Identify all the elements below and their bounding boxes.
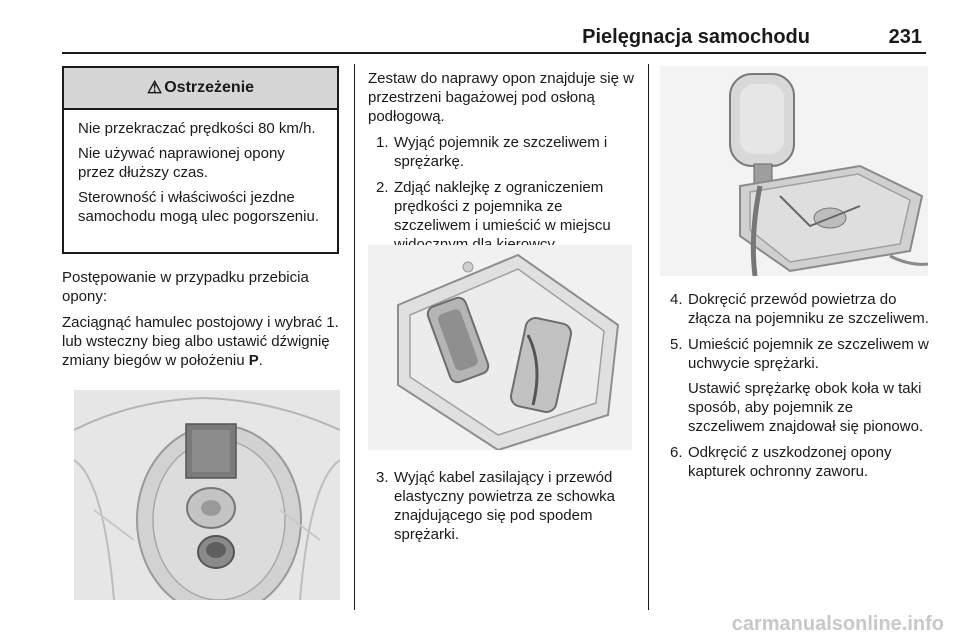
left-column-text [62,268,344,377]
step-5-note: Ustawić sprężarkę obok koła w taki sposób, aby pojemnik ze szczeliwem znajdował się pionowo. [688,380,924,435]
list-item: 3. Wyjąć kabel zasilający i przewód elastyczny powietrza ze schowka znajdującego się pod spodem sprężarki. [376,469,615,543]
list-item: 5. Umieścić pojemnik ze szczeliwem w uchwycie sprężarki. Ustawić sprężarkę obok koła w taki sposób, aby pojemnik ze szczeliwem znajdował się pionowo. [670,336,929,435]
warning-body [64,110,337,226]
steps-list-4-6 [662,290,930,481]
warning-paragraph: Nie używać naprawionej opony przez dłuższy czas. [78,145,285,181]
sealant-drawing [660,66,928,276]
column-divider [648,64,649,610]
middle-column-text-lower [368,468,636,551]
middle-column-text [368,69,636,261]
steps-list-3 [368,468,636,544]
compressor-underside-illustration [368,245,632,450]
parking-brake-instruction: Zaciągnąć hamulec postojowy i wybrać 1. lub wsteczny bieg albo ustawić dźwignię zmiany biegów w położeniu P. [62,314,339,369]
warning-header [64,68,337,110]
sealant-compressor-illustration [660,66,928,276]
list-item: 6. Odkręcić z uszkodzonej opony kapturek ochronny zaworu. [670,444,892,480]
trunk-floor-drawing [74,390,340,600]
page-number: 231 [888,26,922,48]
flat-tire-intro: Postępowanie w przypadku przebicia opony: [62,269,309,305]
gear-position-p: P [248,352,259,369]
warning-paragraph: Sterowność i właściwości jezdne samochodu mogą ulec pogorszeniu. [78,189,319,225]
page-header-title: Pielęgnacja samochodu [582,26,810,48]
column-divider [354,64,355,610]
warning-paragraph: Nie przekraczać prędkości 80 km/h. [78,120,316,137]
kit-location-intro: Zestaw do naprawy opon znajduje się w przestrzeni bagażowej pod osłoną podłogową. [368,70,634,125]
warning-icon: ⚠ [146,78,163,97]
header-rule [62,52,926,54]
warning-box [62,66,339,254]
steps-list-1-2 [368,133,636,254]
list-item: 2. Zdjąć naklejkę z ograniczeniem prędkości z pojemnika ze szczeliwem i umieścić w miejscu [376,179,611,234]
warning-title: Ostrzeżenie [164,79,255,96]
list-item: 1. Wyjąć pojemnik ze szczeliwem i sprężarkę. [376,134,608,170]
trunk-floor-illustration [74,390,340,600]
list-item: 4. Dokręcić przewód powietrza do złącza na pojemniku ze szczeliwem. [670,291,929,327]
compressor-drawing [368,245,632,450]
watermark: carmanualsonline.info [731,613,944,635]
right-column-text [662,290,930,488]
